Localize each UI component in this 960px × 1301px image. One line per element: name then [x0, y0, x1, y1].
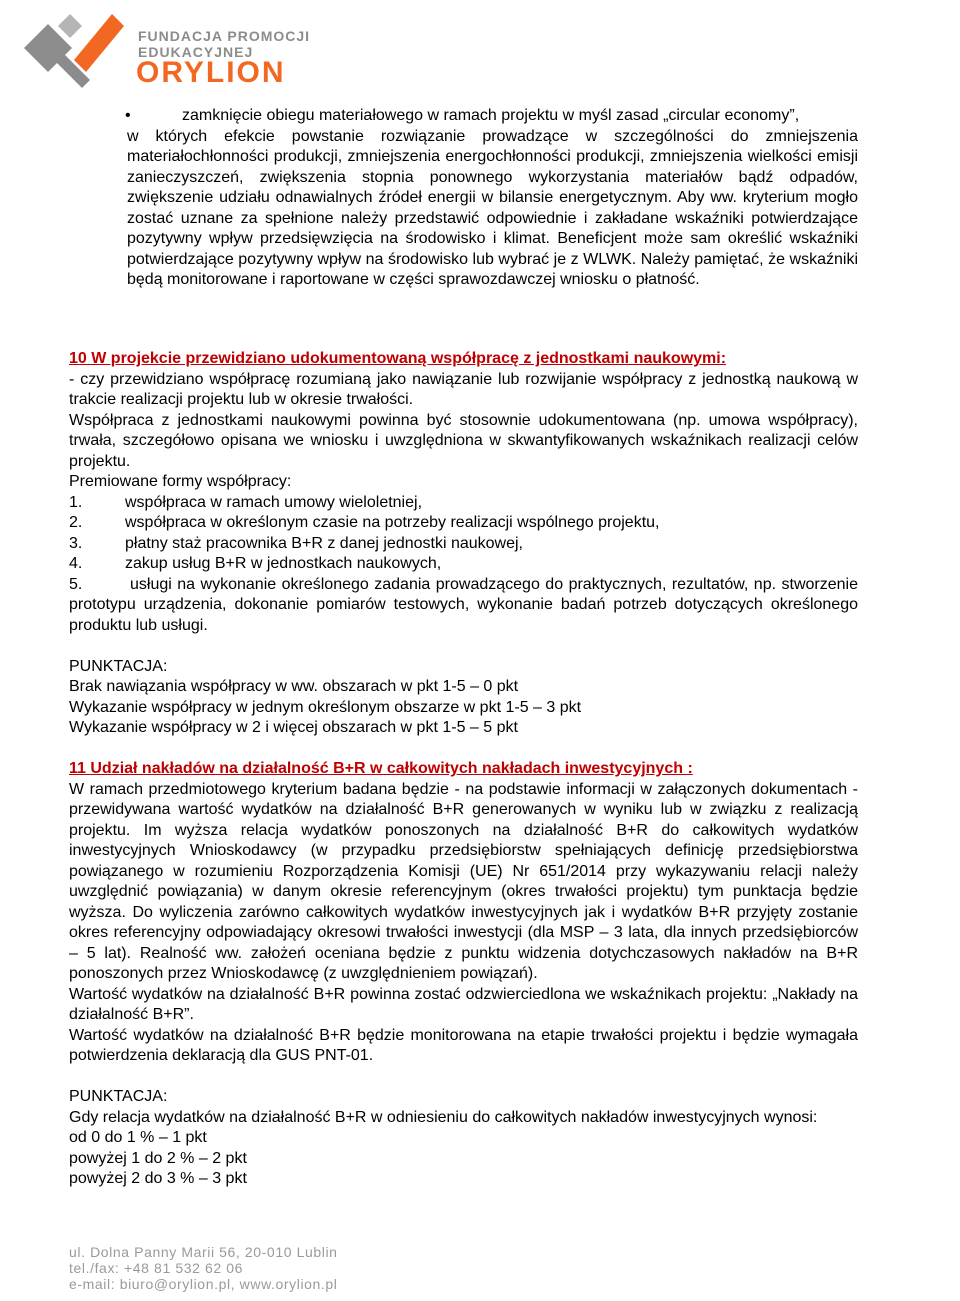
footer-email: e-mail: biuro@orylion.pl, www.orylion.pl [69, 1276, 338, 1292]
section11-scoring-item: od 0 do 1 % – 1 pkt [69, 1129, 207, 1146]
form-number: 5. [69, 575, 83, 593]
section11-scoring-item: powyżej 1 do 2 % – 2 pkt [69, 1149, 247, 1167]
logo-line2: EDUKACYJNEJ [138, 44, 254, 60]
section10-scoring-item: Wykazanie współpracy w jednym określonym obszarze w pkt 1-5 – 3 pkt [69, 698, 582, 716]
form-item [69, 513, 858, 534]
logo-line1: FUNDACJA PROMOCJI [138, 28, 311, 44]
spacer [69, 636, 858, 657]
bullet-first-line: zamknięcie obiegu materiałowego w ramach projektu w myśl zasad „circular economy”, [182, 107, 800, 124]
section10-heading: 10 W projekcie przewidziano udokumentowaną współpracę z jednostkami naukowymi: [69, 350, 727, 367]
form-number: 4. [69, 555, 83, 572]
spacer [69, 739, 858, 760]
header [20, 6, 320, 92]
section11-paragraph-3: Wartość wydatków na działalność B+R będzie monitorowana na etapie trwałości projektu i będzie wymagała potwierdzenia deklaracją dla GUS PNT-01. [69, 1026, 858, 1064]
form-text: płatny staż pracownika B+R z danej jednostki naukowej, [125, 534, 523, 552]
bullet-symbol: • [125, 107, 131, 124]
form-item [69, 575, 858, 637]
section11-heading: 11 Udział nakładów na działalność B+R w całkowitych nakładach inwestycyjnych : [69, 760, 693, 777]
section11-scoring-title: PUNKTACJA: [69, 1088, 168, 1105]
orylion-logo-icon [20, 6, 132, 92]
section10-scoring-title: PUNKTACJA: [69, 657, 168, 675]
form-number: 3. [69, 534, 83, 552]
section10-paragraph-1: - czy przewidziano współpracę rozumianą jako nawiązanie lub rozwijanie współpracy z jednostką naukową w trakcie realizacji projektu lub w okresie trwałości. [69, 370, 858, 408]
spacer [69, 1067, 858, 1088]
section11-scoring-item: powyżej 2 do 3 % – 3 pkt [69, 1170, 247, 1187]
logo-brand: ORYLION [136, 56, 286, 89]
section11-scoring-intro: Gdy relacja wydatków na działalność B+R w odniesieniu do całkowitych nakładów inwestycyjnych wynosi: [69, 1108, 818, 1126]
footer [69, 1244, 338, 1292]
section11-paragraph-1: W ramach przedmiotowego kryterium badana będzie - na podstawie informacji w załączonych dokumentach - przewidywana wartość wydatków na działalność B+R generowanych w wyniku lub w związku z realizacją projektu. Im wyższa relacja wydatków ponoszonych na działalność B+R do całkowitych wydatków inwestycyjnych Wnioskodawcy (w przypadku przedsiębiorstw spełniających definicję przedsiębiorstwa powiązanego w rozumieniu Rozporządzenia Komisji (UE) Nr 651/2014 przy wykazywaniu relacji należy uwzględnić powiązania) w danym okresie referencyjnym (okres trwałości projektu) tym punktacja będzie wyższa. Do wyliczenia zarówno całkowitych wydatków inwestycyjnych jak i wydatków B+R przyjęty zostanie okres referencyjny odpowiadający okresowi trwałości inwestycji (dla MSP – 3 lata, dla innych przedsiębiorców – 5 lat). Realność ww. założeń oceniana będzie z punktu widzenia dotychczasowych nakładów na B+R ponoszonych przez Wnioskodawcę (z uwzględnieniem powiązań). [69, 780, 858, 982]
form-number: 1. [69, 493, 83, 511]
form-text: usługi na wykonanie określonego zadania prowadzącego do praktycznych, rezultatów, np. stworzenie prototypu urządzenia, dokonanie pomiarów testowych, wykonanie badań potrzeb dotyczących określonego produktu lub usługi. [69, 575, 858, 634]
section10-scoring-item: Wykazanie współpracy w 2 i więcej obszarach w pkt 1-5 – 5 pkt [69, 719, 518, 736]
form-text: współpraca w ramach umowy wieloletniej, [125, 493, 423, 511]
forms-list [69, 493, 858, 637]
form-text: współpraca w określonym czasie na potrzeby realizacji wspólnego projektu, [125, 514, 660, 531]
section11-paragraph-2: Wartość wydatków na działalność B+R powinna zostać odzwierciedlona we wskaźnikach projektu: „Nakłady na działalność B+R”. [69, 985, 858, 1023]
bullet-item [127, 106, 858, 127]
bullet-body: w których efekcie powstanie rozwiązanie prowadzące w szczególności do zmniejszenia materiałochłonności produkcji, zmniejszenia energochłonności produkcji, zmniejszenia wielkości emisji zanieczyszczeń, zwiększenia stopnia ponownego wykorzystania materiałów bądź odpadów, zwiększenie udziału odnawialnych źródeł energii w bilansie energetycznym. Aby ww. kryterium mogło zostać uznane za spełnione należy przedstawić odpowiednie i zakładane wskaźniki potwierdzające pozytywny wpływ przedsięwzięcia na środowisko i klimat. Beneficjent może sam określić wskaźniki potwierdzające pozytywny wpływ na środowisko lub wybrać je z WLWK. Należy pamiętać, że wskaźniki będą monitorowane i raportowane w części sprawozdawczej wniosku o płatność. [127, 127, 858, 288]
bullet-block [127, 106, 858, 291]
main-content [69, 349, 858, 1190]
footer-phone: tel./fax: +48 81 532 62 06 [69, 1260, 244, 1276]
form-number: 2. [69, 514, 83, 531]
form-item [69, 554, 858, 575]
footer-address: ul. Dolna Panny Marii 56, 20-010 Lublin [69, 1244, 338, 1260]
form-item [69, 493, 858, 514]
form-item [69, 534, 858, 555]
section10-scoring-item: Brak nawiązania współpracy w ww. obszarach w pkt 1-5 – 0 pkt [69, 678, 519, 695]
form-text: zakup usług B+R w jednostkach naukowych, [125, 555, 442, 572]
forms-title: Premiowane formy współpracy: [69, 473, 292, 490]
section10-paragraph-2: Współpraca z jednostkami naukowymi powinna być stosownie udokumentowana (np. umowa współpracy), trwała, szczegółowo opisana we wniosku i uwzględniona w skwantyfikowanych wskaźnikach realizacji celów projektu. [69, 411, 858, 470]
